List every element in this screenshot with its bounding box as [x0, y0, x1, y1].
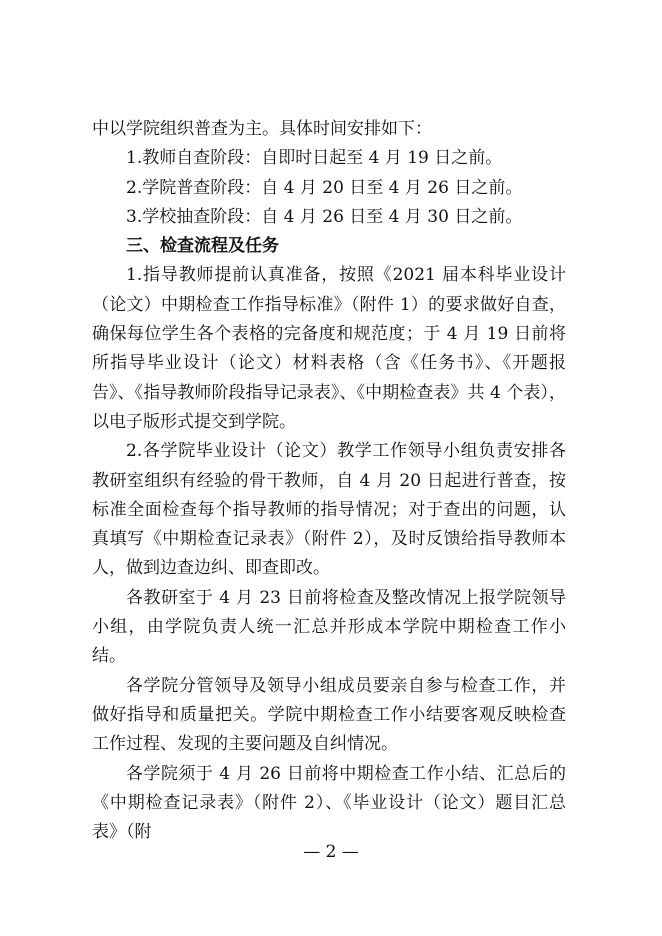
document-body	[92, 115, 566, 847]
paragraph-submission-deadline: 各学院须于 4 月 26 日前将中期检查工作小结、汇总后的《中期检查记录表》（附件 2）、《毕业设计（论文）题目汇总表》（附	[92, 763, 566, 843]
schedule-item-school-spot-check: 3.学校抽查阶段：自 4 月 26 日至 4 月 30 日之前。	[126, 206, 523, 227]
paragraph-teacher-preparation: 1.指导教师提前认真准备，按照《2021 届本科毕业设计（论文）中期检查工作指导标准》（附件 1）的要求做好自查，确保每位学生各个表格的完备度和规范度；于 4 月 19 日前将所指导毕业设计（论文）材料表格（含《任务书》、《开题报告》、《指导教师阶段指导记录表》、《中期检查表》共 4 个表），以电子版形式提交到学院。	[92, 265, 566, 432]
page-number: — 2 —	[303, 842, 359, 862]
paragraph-intro: 中以学院组织普查为主。具体时间安排如下：	[92, 119, 432, 139]
schedule-item-teacher-self-check: 1.教师自查阶段：自即时日起至 4 月 19 日之前。	[126, 148, 503, 169]
paragraph-college-leadership: 2.各学院毕业设计（论文）教学工作领导小组负责安排各教研室组织有经验的骨干教师，自 4 月 20 日起进行普查，按标准全面检查每个指导教师的指导情况；对于查出的问题，认真填写《中期检查记录表》（附件 2），及时反馈给指导教师本人，做到边查边纠、即查即改。	[92, 441, 566, 579]
schedule-item-college-check: 2.学院普查阶段：自 4 月 20 日至 4 月 26 日之前。	[126, 177, 523, 198]
paragraph-research-office-report: 各教研室于 4 月 23 日前将检查及整改情况上报学院领导小组，由学院负责人统一汇总并形成本学院中期检查工作小结。	[92, 587, 566, 667]
paragraph-leadership-participation: 各学院分管领导及领导小组成员要亲自参与检查工作，并做好指导和质量把关。学院中期检查工作小结要客观反映检查工作过程、发现的主要问题及自纠情况。	[92, 675, 566, 755]
section-heading: 三、检查流程及任务	[126, 236, 279, 257]
